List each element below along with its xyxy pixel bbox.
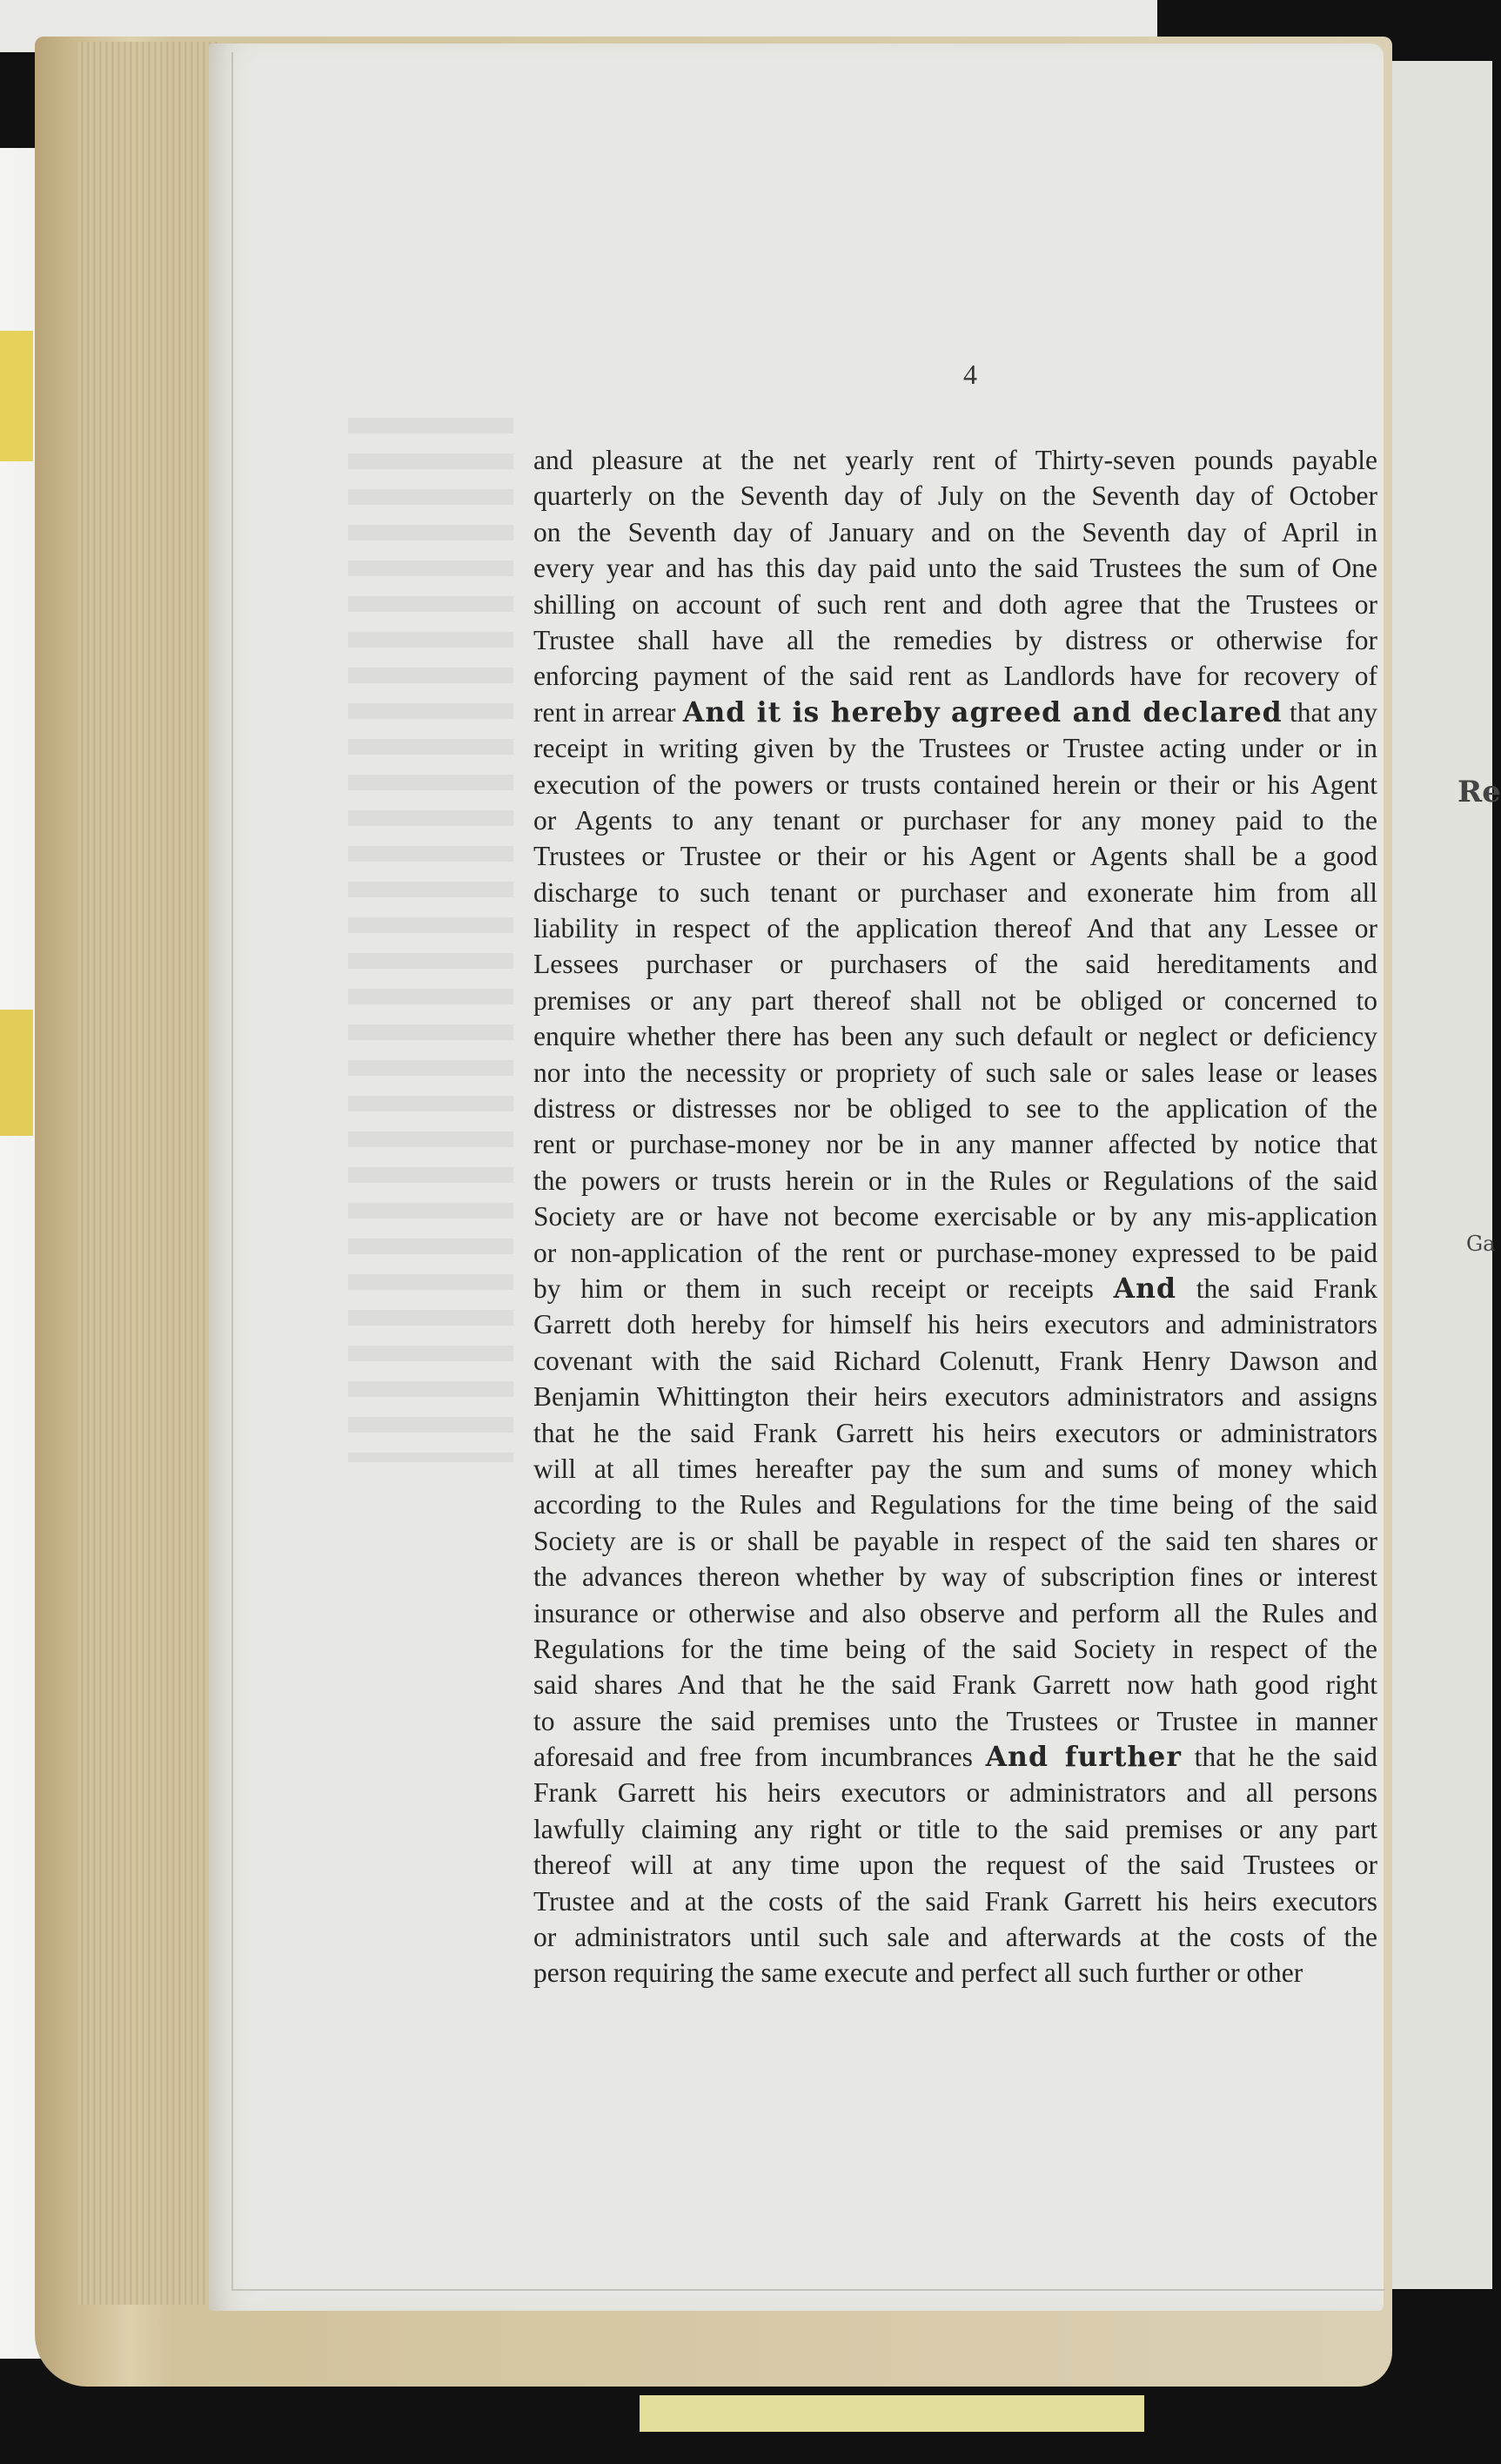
text-line: rent or purchase-money nor be in any manner affected by notice that bbox=[533, 1129, 1377, 1160]
text-line: Trustee shall have all the remedies by distress or otherwise for bbox=[533, 624, 1377, 655]
text-line: person requiring the same execute and perfect all such further or other bbox=[533, 1957, 1303, 1989]
page-edges bbox=[78, 42, 218, 2305]
blackletter-phrase: And it is hereby agreed and declared bbox=[682, 695, 1283, 728]
yellow-marker-tab bbox=[640, 2395, 1144, 2432]
yellow-marker-tab bbox=[0, 1010, 33, 1136]
text-line: every year and has this day paid unto the said Trustees the sum of One bbox=[533, 553, 1377, 584]
text-line: execution of the powers or trusts contained herein or their or his Agent bbox=[533, 769, 1377, 800]
text-line: or non-application of the rent or purchase-money expressed to be paid bbox=[533, 1237, 1377, 1268]
text-line: covenant with the said Richard Colenutt, Frank Henry Dawson and bbox=[533, 1345, 1377, 1376]
text-line: Trustee and at the costs of the said Frank Garrett his heirs executors bbox=[533, 1885, 1377, 1917]
text-line: Society are or have not become exercisable or by any mis-application bbox=[533, 1201, 1377, 1232]
yellow-marker-tab bbox=[0, 331, 33, 461]
page-number: 4 bbox=[963, 359, 977, 390]
text-line: enquire whether there has been any such default or neglect or deficiency bbox=[533, 1021, 1377, 1052]
adjacent-page bbox=[1385, 61, 1501, 2289]
text-line: enforcing payment of the said rent as Landlords have for recovery of bbox=[533, 661, 1377, 692]
text-line: Regulations for the time being of the said Society in respect of the bbox=[533, 1633, 1377, 1664]
text-line bbox=[533, 1271, 1377, 1306]
document-body-text bbox=[533, 442, 1377, 1991]
text-line: shilling on account of such rent and doth agree that the Trustees or bbox=[533, 588, 1377, 620]
text-line: that he the said Frank Garrett his heirs executors or administrators bbox=[533, 1417, 1377, 1448]
blackletter-phrase: And bbox=[1113, 1272, 1177, 1305]
text-line: discharge to such tenant or purchaser and exonerate him from all bbox=[533, 876, 1377, 908]
text-line bbox=[533, 1739, 1377, 1775]
text-line: lawfully claiming any right or title to the said premises or any part bbox=[533, 1813, 1377, 1844]
text-line: thereof will at any time upon the request of the said Trustees or bbox=[533, 1850, 1377, 1881]
text-line: Garrett doth hereby for himself his heirs executors and administrators bbox=[533, 1309, 1377, 1340]
text-segment: the said Frank bbox=[1176, 1272, 1377, 1304]
text-segment: that he the said bbox=[1181, 1742, 1377, 1773]
text-line: or administrators until such sale and afterwards at the costs of the bbox=[533, 1922, 1377, 1953]
text-line: on the Seventh day of January and on the Seventh day of April in bbox=[533, 516, 1377, 547]
adjacent-page-fragment: Re bbox=[1457, 775, 1501, 809]
text-line: liability in respect of the application thereof And that any Lessee or bbox=[533, 913, 1377, 944]
text-line: will at all times hereafter pay the sum and sums of money which bbox=[533, 1453, 1377, 1484]
text-line: nor into the necessity or propriety of such sale or sales lease or leases bbox=[533, 1057, 1377, 1088]
text-line: the advances thereon whether by way of subscription fines or interest bbox=[533, 1561, 1377, 1593]
text-line: or Agents to any tenant or purchaser for any money paid to the bbox=[533, 804, 1377, 836]
text-line: Lessees purchaser or purchasers of the said hereditaments and bbox=[533, 949, 1377, 980]
text-segment: that any bbox=[1282, 696, 1378, 728]
text-line: Benjamin Whittington their heirs executors administrators and assigns bbox=[533, 1381, 1377, 1413]
text-line: quarterly on the Seventh day of July on the Seventh day of October bbox=[533, 480, 1377, 512]
text-line: Society are is or shall be payable in respect of the said ten shares or bbox=[533, 1525, 1377, 1556]
adjacent-page-fragment: Ga bbox=[1466, 1232, 1496, 1256]
show-through-text bbox=[348, 418, 513, 1462]
text-line: said shares And that he the said Frank Garrett now hath good right bbox=[533, 1669, 1377, 1701]
text-line: insurance or otherwise and also observe and perform all the Rules and bbox=[533, 1597, 1377, 1628]
text-segment: rent in arrear bbox=[533, 696, 683, 728]
text-line: the powers or trusts herein or in the Rules or Regulations of the said bbox=[533, 1165, 1377, 1196]
text-line: and pleasure at the net yearly rent of Thirty-seven pounds payable bbox=[533, 445, 1377, 475]
blackletter-phrase: And further bbox=[985, 1741, 1182, 1774]
text-segment: aforesaid and free from incumbrances bbox=[533, 1742, 986, 1773]
text-line: receipt in writing given by the Trustees or Trustee acting under or in bbox=[533, 733, 1377, 764]
text-line: Trustees or Trustee or their or his Agent or Agents shall be a good bbox=[533, 841, 1377, 872]
text-line: to assure the said premises unto the Trustees or Trustee in manner bbox=[533, 1705, 1377, 1736]
text-line: Frank Garrett his heirs executors or administrators and all persons bbox=[533, 1777, 1377, 1809]
text-line: distress or distresses nor be obliged to see to the application of the bbox=[533, 1093, 1377, 1125]
text-segment: by him or them in such receipt or receipts bbox=[533, 1272, 1114, 1304]
text-line: premises or any part thereof shall not be obliged or concerned to bbox=[533, 984, 1377, 1016]
text-line bbox=[533, 695, 1377, 730]
text-line: according to the Rules and Regulations for the time being of the said bbox=[533, 1489, 1377, 1521]
